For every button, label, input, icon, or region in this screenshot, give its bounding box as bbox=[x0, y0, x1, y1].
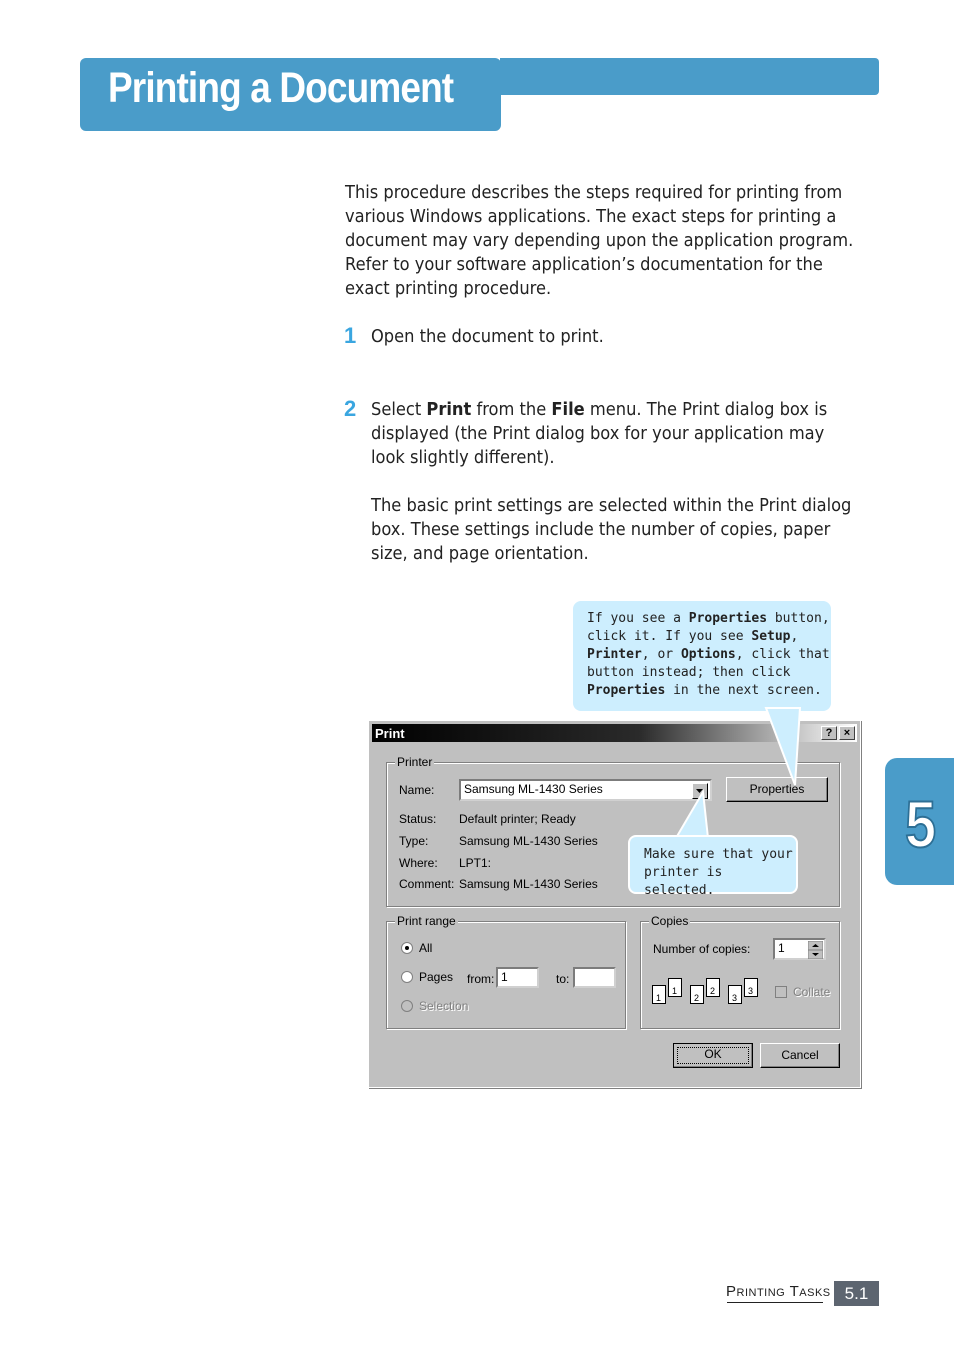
step-2-number: 2 bbox=[344, 396, 357, 421]
step-2-line: look slightly different). bbox=[371, 448, 555, 468]
step-2-line: displayed (the Print dialog box for your application may bbox=[371, 424, 825, 444]
printer-name-value: Samsung ML-1430 Series bbox=[464, 782, 603, 796]
step-1-text: Open the document to print. bbox=[371, 327, 604, 347]
step-2-line: Select Print from the File menu. The Print dialog box is bbox=[371, 400, 828, 420]
where-value: LPT1: bbox=[459, 856, 492, 870]
intro-line: This procedure describes the steps required for printing from bbox=[345, 183, 843, 203]
printer-group-label: Printer bbox=[397, 755, 433, 769]
collate-label[interactable]: Collate bbox=[793, 985, 831, 999]
intro-line: various Windows applications. The exact steps for printing a bbox=[345, 207, 837, 227]
to-label: to: bbox=[556, 972, 570, 986]
page-icon: 1 bbox=[652, 985, 666, 1004]
step-2-p2-line: The basic print settings are selected within the Print dialog bbox=[371, 496, 852, 516]
intro-line: exact printing procedure. bbox=[345, 279, 552, 299]
print-range-label: Print range bbox=[397, 914, 456, 928]
type-value: Samsung ML-1430 Series bbox=[459, 834, 598, 848]
properties-callout-pointer bbox=[766, 708, 800, 785]
page-icon: 1 bbox=[668, 978, 682, 997]
copies-value: 1 bbox=[778, 941, 785, 955]
from-input[interactable]: 1 bbox=[496, 967, 539, 988]
printer-callout-pointer bbox=[676, 792, 708, 838]
where-label: Where: bbox=[399, 856, 438, 870]
intro-line: document may vary depending upon the application program. bbox=[345, 231, 854, 251]
comment-label: Comment: bbox=[399, 877, 455, 891]
dialog-title: Print bbox=[375, 726, 405, 741]
help-button[interactable]: ? bbox=[821, 726, 837, 740]
step-2-p2-line: box. These settings include the number of copies, paper bbox=[371, 520, 831, 540]
copies-label: Copies bbox=[651, 914, 689, 928]
intro-line: Refer to your software application’s documentation for the bbox=[345, 255, 823, 275]
page-title: Printing a Document bbox=[108, 64, 454, 112]
status-label: Status: bbox=[399, 812, 437, 826]
page-icon: 2 bbox=[690, 985, 704, 1004]
ok-button-label: OK bbox=[677, 1047, 749, 1064]
properties-button[interactable]: Properties bbox=[726, 777, 828, 802]
page-icon: 3 bbox=[744, 978, 758, 997]
printer-callout bbox=[628, 835, 798, 898]
from-label: from: bbox=[467, 972, 495, 986]
status-value: Default printer; Ready bbox=[459, 812, 576, 826]
all-label[interactable]: All bbox=[419, 941, 433, 955]
selection-label[interactable]: Selection bbox=[419, 999, 469, 1013]
footer-underline bbox=[727, 1302, 823, 1303]
step-2-p2-line: size, and page orientation. bbox=[371, 544, 589, 564]
chapter-number: 5 bbox=[905, 787, 937, 861]
cancel-button[interactable]: Cancel bbox=[760, 1043, 840, 1068]
step-1-number: 1 bbox=[344, 323, 357, 348]
page-icon: 2 bbox=[706, 978, 720, 997]
comment-value: Samsung ML-1430 Series bbox=[459, 877, 598, 891]
footer-section-label: Printing Tasks bbox=[726, 1283, 831, 1300]
properties-callout-text: If you see a Properties button, click it. If you see Setup, Printer, or Options, click that button instead; then click Properties in the next screen. bbox=[587, 611, 830, 698]
pages-label[interactable]: Pages bbox=[419, 970, 454, 984]
type-label: Type: bbox=[399, 834, 429, 848]
name-label: Name: bbox=[399, 783, 435, 797]
page-icon: 3 bbox=[728, 985, 742, 1004]
close-button[interactable]: × bbox=[839, 726, 855, 740]
printer-callout-text: Make sure that your printer is selected. bbox=[644, 847, 793, 898]
number-of-copies-label: Number of copies: bbox=[653, 942, 751, 956]
page-number: 5.1 bbox=[834, 1281, 879, 1306]
